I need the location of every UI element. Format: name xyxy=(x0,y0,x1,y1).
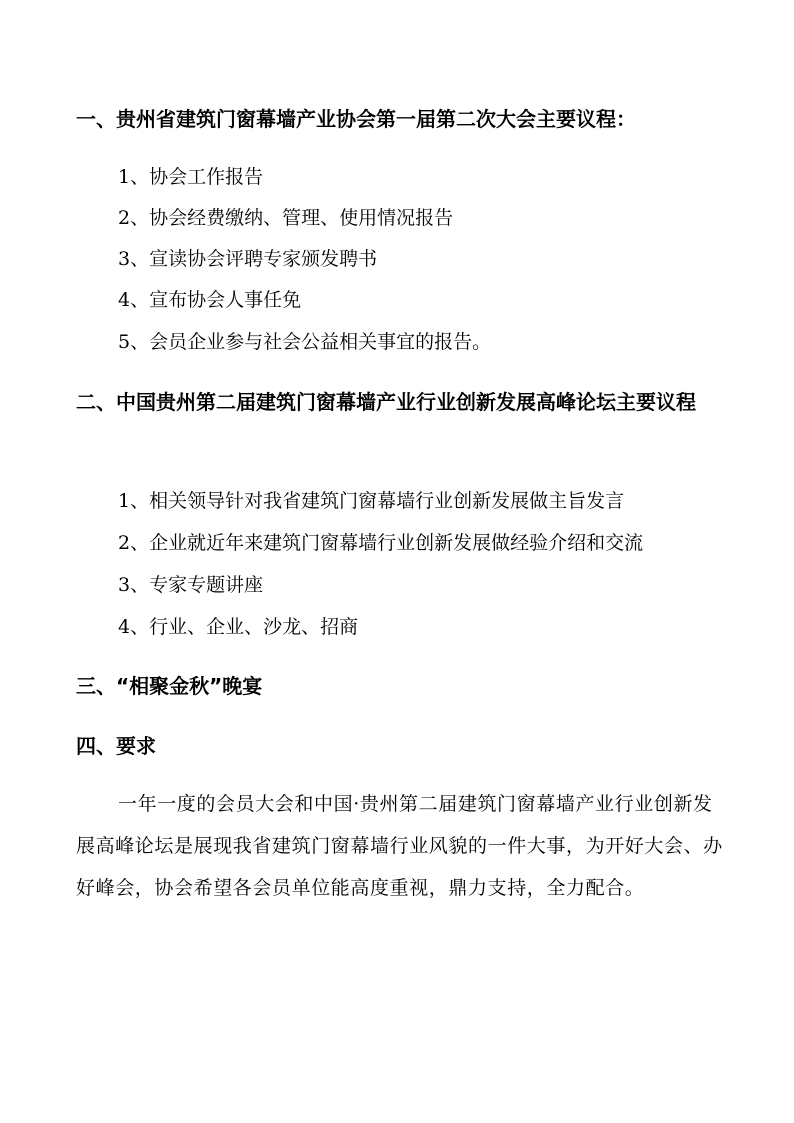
section-1-item-5: 5、会员企业参与社会公益相关事宜的报告。 xyxy=(118,331,492,353)
section-2-item-2: 2、企业就近年来建筑门窗幕墙行业创新发展做经验介绍和交流 xyxy=(118,532,644,554)
section-1-item-2: 2、协会经费缴纳、管理、使用情况报告 xyxy=(118,207,454,229)
section-1-item-1: 1、协会工作报告 xyxy=(118,166,264,188)
section-2-item-3: 3、专家专题讲座 xyxy=(118,574,264,596)
section-4-heading: 四、要求 xyxy=(76,734,156,758)
section-2-item-1: 1、相关领导针对我省建筑门窗幕墙行业创新发展做主旨发言 xyxy=(118,490,625,512)
section-2-item-4: 4、行业、企业、沙龙、招商 xyxy=(118,616,359,638)
section-1-item-4: 4、宣布协会人事任免 xyxy=(118,289,302,311)
requirements-paragraph: 一年一度的会员大会和中国·贵州第二届建筑门窗幕墙产业行业创新发展高峰论坛是展现我省建筑门窗幕墙行业风貌的一件大事，为开好大会、办好峰会，协会希望各会员单位能高度重视，鼎力支持，全力配合。 xyxy=(76,793,723,899)
section-2-heading: 二、中国贵州第二届建筑门窗幕墙产业行业创新发展高峰论坛主要议程 xyxy=(76,390,696,414)
section-3-heading: 三、“相聚金秋”晚宴 xyxy=(76,674,263,698)
section-1-heading: 一、贵州省建筑门窗幕墙产业协会第一届第二次大会主要议程： xyxy=(76,107,636,131)
section-1-item-3: 3、宣读协会评聘专家颁发聘书 xyxy=(118,248,378,270)
